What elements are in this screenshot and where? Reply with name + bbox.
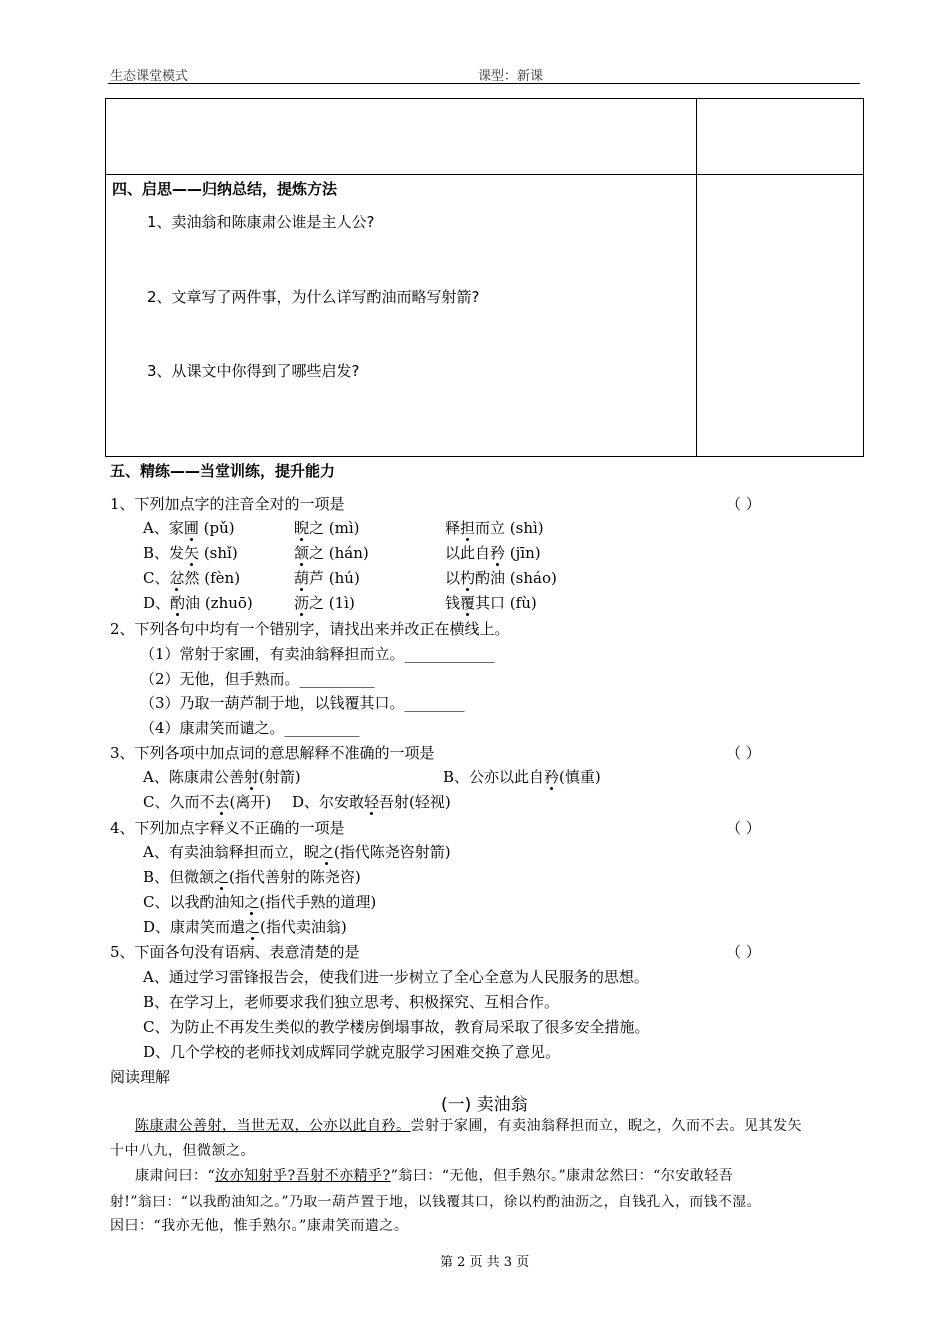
q4-option-b: B、但微颔之(指代善射的陈尧咨): [143, 868, 361, 886]
q5-option-a: A、通过学习雷锋报告会，使我们进一步树立了全心全意为人民服务的思想。: [143, 968, 649, 986]
section4-title: 四、启思——归纳总结，提炼方法: [112, 180, 338, 198]
q1-option-a-2: 睨之 (mì): [294, 519, 360, 537]
section5-title: 五、精练——当堂训练，提升能力: [110, 462, 336, 480]
q1-option-d-3: 钱覆其口 (fù): [445, 594, 537, 612]
q3-answer-blank: （ ）: [726, 744, 761, 762]
q1-option-a-3: 释担而立 (shì): [445, 519, 544, 537]
q2-item-3: （3）乃取一葫芦制于地，以钱覆其口。________: [140, 694, 465, 712]
q1-stem: 1、下列加点字的注音全对的一项是: [110, 495, 345, 513]
q4-option-c: C、以我酌油知之(指代手熟的道理): [143, 893, 377, 911]
q4-answer-blank: （ ）: [726, 819, 761, 837]
reading-paragraph-2: 康肃问曰：“汝亦知射乎?吾射不亦精乎?”翁曰：“无他，但手熟尔。”康肃忿然曰：“尔安敢轻吾: [135, 1168, 734, 1184]
q2-item-2: （2）无他，但手熟而。__________: [140, 670, 375, 688]
q1-option-b-3: 以此自矜 (jīn): [445, 544, 541, 562]
q4-stem: 4、下列加点字释义不正确的一项是: [110, 819, 345, 837]
table-cell-notes-top: [697, 99, 864, 175]
q1-option-a: A、家圃 (pǔ): [143, 519, 235, 537]
reading-paragraph-1: 陈康肃公善射，当世无双，公亦以此自矜。尝射于家圃，有卖油翁释担而立，睨之，久而不去。见其发矢: [135, 1118, 802, 1134]
header-lesson-type: 课型：新课: [478, 69, 544, 84]
q3-stem: 3、下列各项中加点词的意思解释不准确的一项是: [110, 744, 435, 762]
q5-option-c: C、为防止不再发生类似的教学楼房倒塌事故，教育局采取了很多安全措施。: [143, 1018, 650, 1036]
q3-option-a: A、陈康肃公善射(射箭): [143, 768, 301, 786]
section4-question-2: 2、文章写了两件事，为什么详写酌油而略写射箭?: [147, 288, 480, 306]
q1-option-c-2: 葫芦 (hú): [294, 569, 360, 587]
q1-option-b: B、发矢 (shǐ): [143, 544, 238, 562]
q3-option-c: C、久而不去(离开): [143, 793, 272, 811]
q5-option-b: B、在学习上，老师要求我们独立思考、积极探究、互相合作。: [143, 993, 560, 1011]
reading-title: (一) 卖油翁: [441, 1095, 528, 1115]
table-cell-blank: [106, 99, 697, 175]
q1-answer-blank: （ ）: [726, 495, 761, 513]
section4-question-3: 3、从课文中你得到了哪些启发?: [147, 362, 360, 380]
q5-stem: 5、下面各句没有语病、表意清楚的是: [110, 943, 360, 961]
reading-paragraph-1-line-2: 十中八九，但微颔之。: [110, 1143, 255, 1159]
q4-option-d: D、康肃笑而遣之(指代卖油翁): [143, 918, 347, 936]
reading-label: 阅读理解: [110, 1068, 171, 1086]
q1-option-d: D、酌油 (zhuō): [143, 594, 253, 612]
header-mode: 生态课堂模式: [110, 69, 189, 84]
q3-option-b: B、公亦以此自矜(慎重): [443, 768, 601, 786]
q1-option-b-2: 颔之 (hán): [294, 544, 369, 562]
q5-answer-blank: （ ）: [726, 943, 761, 961]
q2-item-4: （4）康肃笑而谴之。__________: [140, 719, 360, 737]
section4-question-1: 1、卖油翁和陈康肃公谁是主人公?: [147, 213, 375, 231]
lesson-table: [105, 98, 864, 457]
header-rule: [108, 83, 860, 84]
q1-option-d-2: 沥之 (1ì): [294, 594, 355, 612]
q5-option-d: D、几个学校的老师找刘成辉同学就克服学习困难交换了意见。: [143, 1043, 561, 1061]
page-number: 第 2 页 共 3 页: [440, 1255, 530, 1270]
table-cell-notes-bottom: [697, 175, 864, 457]
reading-paragraph-2-line-2: 射!”翁曰：“以我酌油知之。”乃取一葫芦置于地，以钱覆其口，徐以杓酌油沥之，自钱孔入，而钱不湿。: [110, 1194, 761, 1210]
q3-option-d: D、尔安敢轻吾射(轻视): [292, 793, 451, 811]
q2-stem: 2、下列各句中均有一个错别字，请找出来并改正在横线上。: [110, 620, 510, 638]
q1-option-c: C、忿然 (fèn): [143, 569, 241, 587]
q4-option-a: A、有卖油翁释担而立，睨之(指代陈尧咨射箭): [143, 843, 451, 861]
q1-option-c-3: 以杓酌油 (sháo): [445, 569, 557, 587]
reading-paragraph-2-line-3: 因曰：“我亦无他，惟手熟尔。”康肃笑而遣之。: [110, 1218, 409, 1234]
q2-item-1: （1）常射于家圃，有卖油翁释担而立。____________: [140, 645, 495, 663]
